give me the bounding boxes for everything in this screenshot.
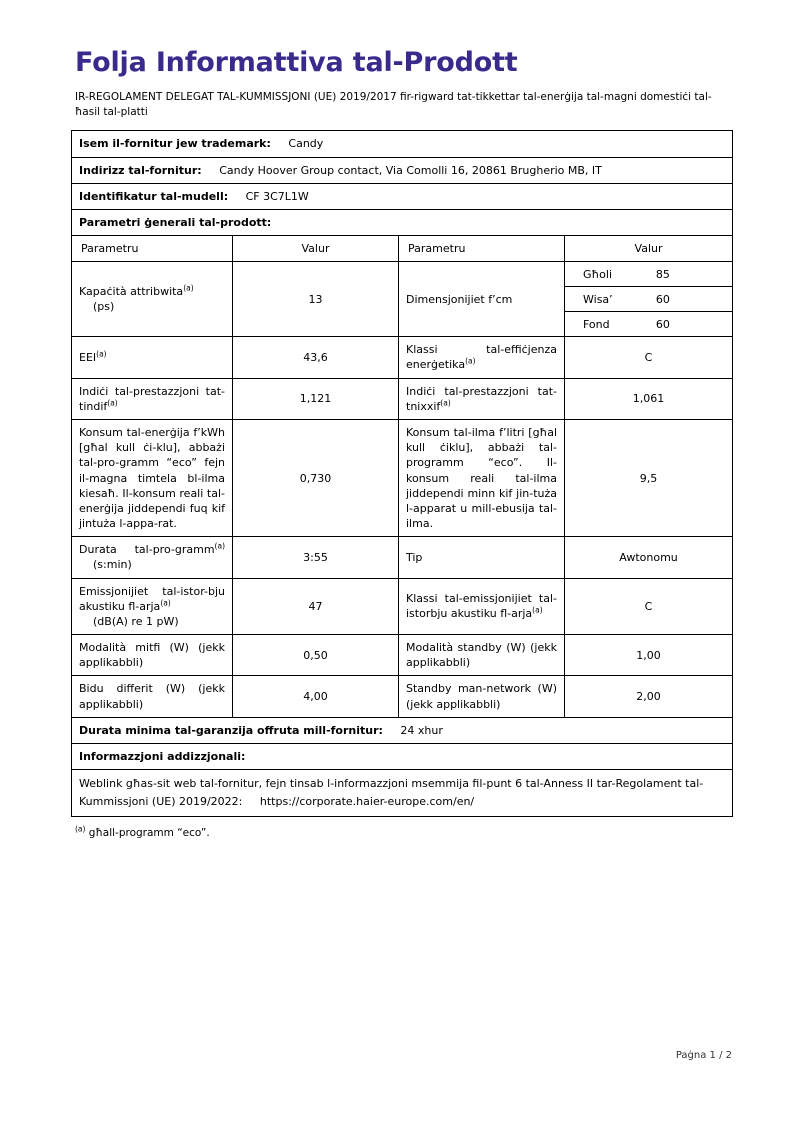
footnote-marker-a: (a): [75, 824, 86, 834]
supplier-address-label: Indirizz tal-fornitur:: [79, 163, 202, 177]
supplier-name-label: Isem il-fornitur jew trademark:: [79, 137, 271, 151]
dimension-label-height: Għoli: [583, 267, 613, 281]
footnote-marker: (a): [183, 283, 194, 293]
supplier-address-value: Candy Hoover Group contact, Via Comolli 16, 20861 Brugherio MB, IT: [219, 163, 602, 177]
table-row-supplier-address: [72, 157, 733, 183]
param-programme-duration-unit: (s:min): [93, 558, 132, 572]
value-capacity: 13: [233, 262, 399, 337]
general-params-heading: Parametri ġenerali tal-prodott:: [72, 209, 733, 235]
dimensions-subtable: [565, 262, 732, 336]
table-row-weblink: [72, 770, 733, 817]
value-water-consumption: 9,5: [565, 419, 733, 536]
header-value-right: Valur: [565, 236, 733, 262]
table-row-additional-info-heading: [72, 743, 733, 769]
model-cell: [72, 183, 733, 209]
table-row: [72, 337, 733, 378]
param-cleaning-index-text: Indiċi tal-prestazzjoni tat-tindif: [79, 384, 225, 413]
footnote-marker: (a): [465, 356, 476, 366]
table-row-general-params-heading: [72, 209, 733, 235]
supplier-name-value: Candy: [288, 137, 324, 151]
footnote-marker: (a): [160, 598, 171, 608]
page-number: Paġna 1 / 2: [675, 1050, 732, 1061]
param-eei: [72, 337, 233, 378]
param-programme-duration: [72, 537, 233, 578]
param-noise-emissions-unit: (dB(A) re 1 pW): [93, 614, 179, 628]
table-row-supplier-name: [72, 131, 733, 157]
value-off-mode: 0,50: [233, 635, 399, 676]
page-title: Folja Informattiva tal-Prodott: [75, 47, 518, 78]
supplier-address-cell: [72, 157, 733, 183]
value-drying-index: 1,061: [565, 378, 733, 419]
value-noise-class: C: [565, 578, 733, 635]
param-type: Tip: [399, 537, 565, 578]
footnote-marker: (a): [214, 541, 225, 551]
dimension-row-depth: [565, 312, 732, 337]
value-noise-emissions: 47: [233, 578, 399, 635]
footnote-body: għall-programm “eco”.: [88, 827, 210, 840]
table-row-warranty: [72, 717, 733, 743]
param-off-mode: Modalità mitfi (W) (jekk applikabbli): [72, 635, 233, 676]
table-header-row: [72, 236, 733, 262]
param-noise-class-text: Klassi tal-emissjonijiet tal-istorbju akustiku fl-arja: [406, 592, 557, 621]
param-energy-class: [399, 337, 565, 378]
model-value: CF 3C7L1W: [245, 189, 309, 203]
value-networked-standby: 2,00: [565, 676, 733, 717]
warranty-label: Durata minima tal-garanzija offruta mill-fornitur:: [79, 723, 383, 737]
footnote-text: [71, 824, 732, 840]
param-dimensions: Dimensjonijiet f’cm: [399, 262, 565, 337]
table-row: [72, 676, 733, 717]
param-capacity-unit: (ps): [93, 300, 115, 314]
regulation-subtitle: IR-REGOLAMENT DELEGAT TAL-KUMMISSJONI (UE) 2019/2017 fir-rigward tat-tikkettar tal-enerġija tal-magni domestiċi tal-ħasil tal-platti: [75, 91, 712, 119]
header-value-left: Valur: [233, 236, 399, 262]
dimension-row-width: [565, 287, 732, 312]
dimension-value-width: 60: [652, 287, 732, 312]
param-capacity: [72, 262, 233, 337]
param-noise-class: [399, 578, 565, 635]
dimension-label-depth: Fond: [565, 312, 652, 337]
model-label: Identifikatur tal-mudell:: [79, 189, 229, 203]
param-water-consumption: Konsum tal-ilma f’litri [għal kull ċiklu], abbażi tal-programm “eco”. Il-konsum reali tal-ilma jiddependi minn kif jin-tuża l-apparat u mill-ebusija tal-ilma.: [399, 419, 565, 536]
footnote-marker: (a): [440, 398, 451, 408]
footnote-marker: (a): [107, 398, 118, 408]
value-eei: 43,6: [233, 337, 399, 378]
dimension-value-depth: 60: [652, 312, 732, 337]
warranty-value: 24 xhur: [400, 723, 443, 737]
param-noise-emissions-text: Emissjonijiet tal-istor-bju akustiku fl-arja: [79, 584, 225, 613]
param-cleaning-index: [72, 378, 233, 419]
warranty-cell: [72, 717, 733, 743]
dimension-label-width: Wisa’: [565, 287, 652, 312]
value-energy-consumption: 0,730: [233, 419, 399, 536]
table-row: [72, 537, 733, 578]
weblink-description: Weblink għas-sit web tal-fornitur, fejn tinsab l-informazzjoni msemmija fil-punt 6 tal-Anness II tar-Regolament tal-Kummissjoni (UE) 2019/2022:: [79, 777, 704, 809]
param-noise-emissions: [72, 578, 233, 635]
value-energy-class: C: [565, 337, 733, 378]
value-type: Awtonomu: [565, 537, 733, 578]
table-row: [72, 378, 733, 419]
param-standby-mode: Modalità standby (W) (jekk applikabbli): [399, 635, 565, 676]
weblink-cell: [72, 770, 733, 817]
footnote-marker: (a): [96, 349, 107, 359]
dimension-value-height: 85: [655, 267, 670, 281]
param-energy-class-text: Klassi tal-effiċjenza enerġetika: [406, 343, 557, 372]
footnote-marker: (a): [532, 605, 543, 615]
weblink-url[interactable]: https://corporate.haier-europe.com/en/: [259, 795, 475, 809]
table-row: [72, 635, 733, 676]
value-delay-start: 4,00: [233, 676, 399, 717]
value-standby-mode: 1,00: [565, 635, 733, 676]
product-information-table: [71, 130, 733, 817]
value-cleaning-index: 1,121: [233, 378, 399, 419]
dimension-row-height: [565, 262, 732, 287]
value-programme-duration: 3:55: [233, 537, 399, 578]
value-dimensions: [565, 262, 733, 337]
param-delay-start: Bidu differit (W) (jekk applikabbli): [72, 676, 233, 717]
param-networked-standby: Standby man-network (W) (jekk applikabbli): [399, 676, 565, 717]
additional-info-label: Informazzjoni addizzjonali:: [72, 743, 733, 769]
header-param-right: Parametru: [399, 236, 565, 262]
header-param-left: Parametru: [72, 236, 233, 262]
param-drying-index: [399, 378, 565, 419]
param-drying-index-text: Indiċi tal-prestazzjoni tat-tnixxif: [406, 384, 557, 413]
sheet-content: [71, 47, 732, 839]
table-row: [72, 262, 733, 337]
table-row: [72, 419, 733, 536]
page-footer: [71, 1050, 732, 1061]
table-row: [72, 578, 733, 635]
table-row-model: [72, 183, 733, 209]
supplier-name-cell: [72, 131, 733, 157]
param-energy-consumption: Konsum tal-enerġija f’kWh [għal kull ċi-klu], abbażi tal-pro-gramm “eco” fejn il-magna timtela bl-ilma kiesaħ. Il-konsum reali tal-enerġija jiddependi fuq kif jintuża l-appa-rat.: [72, 419, 233, 536]
param-programme-duration-text: Durata tal-pro-gramm: [79, 543, 215, 557]
param-eei-text: EEI: [79, 350, 97, 364]
param-capacity-text: Kapaċità attribwita: [79, 285, 184, 299]
